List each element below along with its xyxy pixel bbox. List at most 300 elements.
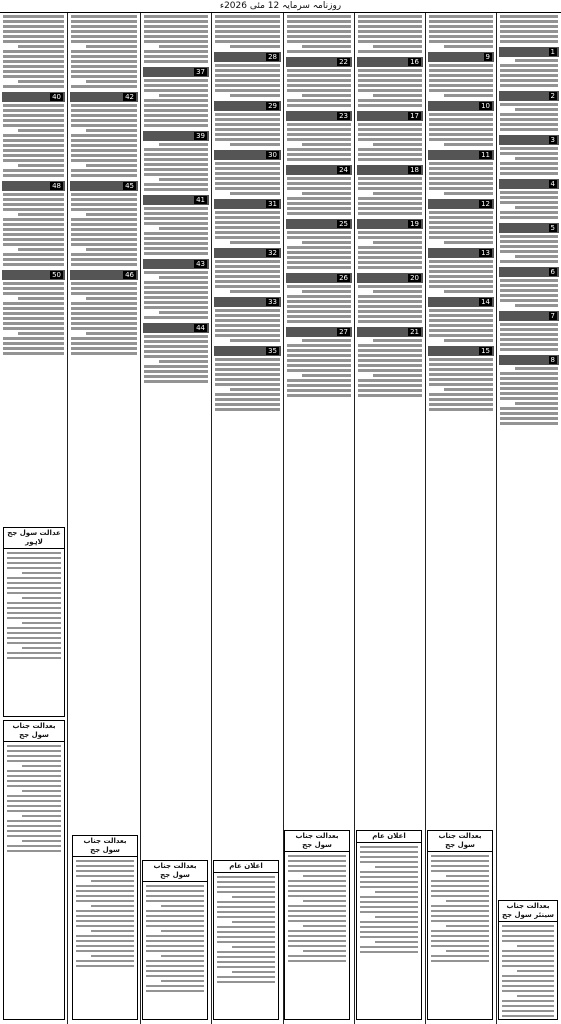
text-line [161,955,204,957]
text-line [360,931,418,933]
text-line [358,310,422,313]
text-line [500,235,558,238]
text-line [373,241,422,244]
text-line [500,191,558,194]
text-line [3,327,64,330]
text-line [287,89,351,92]
text-line [358,359,422,362]
text-line [144,340,208,343]
text-line [22,790,61,792]
text-line [71,337,137,340]
text-line [144,99,208,102]
text-line [500,123,558,126]
text-line [86,213,137,216]
notice-number-badge: 5 [550,224,555,232]
text-line [287,123,351,126]
text-line [287,261,351,264]
notice-heading [214,150,281,160]
court-notice-title: بعدالت جناب سول جج [73,836,137,857]
text-line [429,211,493,214]
text-line [500,40,558,43]
text-line [71,139,137,142]
text-line [431,855,489,857]
notice-number-badge: 14 [481,298,490,306]
text-line [144,79,208,82]
notice-number-badge: 17 [410,112,419,120]
notice-heading [214,297,281,307]
text-line [288,870,346,872]
text-line [373,192,422,195]
text-line [215,15,280,18]
text-line [288,865,346,867]
text-line [303,875,346,877]
text-line [215,378,280,381]
text-line [500,417,558,420]
text-line [3,317,64,320]
text-line [429,393,493,396]
text-line [288,935,346,937]
text-line [500,69,558,72]
text-line [215,393,280,396]
text-line [215,231,280,234]
text-line [358,197,422,200]
text-line [288,915,346,917]
text-line [500,392,558,395]
text-line [429,187,493,190]
text-line [71,317,137,320]
text-line [76,910,134,912]
text-line [7,835,61,837]
text-line [502,960,554,962]
court-notice-box [213,860,279,1020]
text-line [215,363,280,366]
text-line [287,153,351,156]
text-line [22,597,61,599]
text-line [287,202,351,205]
notice-heading [357,219,423,229]
text-line [3,218,64,221]
text-line [358,379,422,382]
text-line [217,976,275,978]
notice-number-badge: 29 [268,102,277,110]
text-line [500,328,558,331]
notice-number-badge: 37 [196,68,205,76]
text-line [217,906,275,908]
text-line [217,961,275,963]
notice-number-badge: 21 [410,328,419,336]
text-line [144,148,208,151]
text-line [230,94,280,97]
text-line [358,133,422,136]
notice-number-badge: 26 [339,274,348,282]
text-line [500,279,558,282]
text-line [71,109,137,112]
text-line [429,260,493,263]
text-line [86,297,137,300]
text-line [358,153,422,156]
text-line [71,228,137,231]
text-line [71,159,137,162]
text-line [288,860,346,862]
text-line [358,128,422,131]
notice-number-badge: 31 [268,200,277,208]
text-line [429,15,493,18]
text-line [287,79,351,82]
text-line [358,320,422,323]
text-line [287,20,351,23]
text-line [302,192,351,195]
text-line [360,901,418,903]
text-line [217,951,275,953]
text-line [159,360,208,363]
text-line [7,755,61,757]
text-line [358,177,422,180]
text-line [358,187,422,190]
text-line [7,617,61,619]
text-line [146,950,204,952]
text-line [431,880,489,882]
notice-heading [499,179,559,189]
text-line [71,347,137,350]
court-notice-title: اعلان عام [214,861,278,873]
text-line [3,307,64,310]
text-line [358,89,422,92]
text-line [71,169,137,172]
text-line [18,332,64,335]
text-line [358,20,422,23]
text-line [71,55,137,58]
notice-number-badge: 2 [550,92,555,100]
text-line [146,910,204,912]
text-line [22,572,61,574]
text-line [358,50,422,53]
text-line [146,900,204,902]
text-line [429,378,493,381]
text-line [7,805,61,807]
text-line [215,309,280,312]
text-line [3,75,64,78]
notice-heading [214,101,281,111]
text-line [287,35,351,38]
text-line [3,337,64,340]
text-line [215,133,280,136]
text-line [515,108,558,111]
text-line [76,965,134,967]
text-line [215,216,280,219]
text-line [431,930,489,932]
text-line [71,134,137,137]
text-line [358,158,422,161]
text-line [429,30,493,33]
notice-number-badge: 19 [410,220,419,228]
text-line [144,50,208,53]
text-line [232,946,275,948]
notice-number-badge: 12 [481,200,490,208]
text-line [161,930,204,932]
text-line [287,300,351,303]
text-line [71,203,137,206]
text-line [431,895,489,897]
court-notice-title: عدالت سول جج لاہور [4,528,64,549]
text-line [287,25,351,28]
text-line [446,900,489,902]
text-line [7,775,61,777]
notice-number-badge: 50 [52,271,61,279]
notice-heading [286,165,352,175]
text-line [71,50,137,53]
text-line [360,946,418,948]
text-line [146,965,204,967]
text-line [230,339,280,342]
text-line [7,607,61,609]
text-line [71,60,137,63]
text-line [358,251,422,254]
text-line [288,920,346,922]
text-line [288,955,346,957]
text-line [429,118,493,121]
text-line [375,891,418,893]
text-line [144,153,208,156]
text-line [429,408,493,411]
notice-heading [286,219,352,229]
text-line [144,232,208,235]
text-line [7,780,61,782]
text-line [302,94,351,97]
text-line [215,118,280,121]
text-line [215,64,280,67]
text-line [373,143,422,146]
text-line [217,956,275,958]
text-line [3,35,64,38]
notice-number-badge: 39 [196,132,205,140]
notice-heading [214,248,281,258]
text-line [3,223,64,226]
text-line [429,162,493,165]
text-line [429,403,493,406]
text-line [429,64,493,67]
text-line [7,637,61,639]
notice-number-badge: 8 [550,356,555,364]
text-line [71,65,137,68]
text-line [3,282,64,285]
text-line [500,25,558,28]
text-line [7,750,61,752]
text-line [358,231,422,234]
text-line [7,760,61,762]
text-line [358,138,422,141]
text-line [287,148,351,151]
notice-heading [357,111,423,121]
text-line [444,45,493,48]
text-line [144,168,208,171]
text-line [3,144,64,147]
text-line [76,940,134,942]
text-line [215,211,280,214]
text-line [515,255,558,258]
notice-heading [428,199,494,209]
notice-heading [357,327,423,337]
text-line [215,177,280,180]
text-line [429,231,493,234]
notice-number-badge: 15 [481,347,490,355]
text-line [3,312,64,315]
text-line [500,372,558,375]
text-line [144,380,208,383]
text-line [500,20,558,23]
text-line [230,241,280,244]
text-line [429,167,493,170]
text-line [358,354,422,357]
text-line [288,905,346,907]
text-line [146,895,204,897]
text-line [515,206,558,209]
text-line [500,240,558,243]
text-line [144,252,208,255]
notice-heading [70,181,138,191]
court-notice-title: بعدالت جناب سول جج [4,721,64,742]
text-line [502,990,554,992]
text-line [144,35,208,38]
text-line [144,84,208,87]
text-line [288,960,346,962]
text-line [429,314,493,317]
text-line [358,84,422,87]
text-line [287,177,351,180]
text-line [144,109,208,112]
text-line [71,312,137,315]
text-line [146,970,204,972]
notice-heading [428,248,494,258]
text-line [3,342,64,345]
notice-number-badge: 9 [485,53,490,61]
text-line [217,916,275,918]
text-line [144,25,208,28]
text-line [76,865,134,867]
notice-heading [286,273,352,283]
text-line [7,592,61,594]
text-line [144,247,208,250]
text-line [144,355,208,358]
text-line [144,124,208,127]
text-line [288,945,346,947]
text-line [500,407,558,410]
text-line [76,900,134,902]
text-line [3,119,64,122]
text-line [360,861,418,863]
text-line [217,936,275,938]
text-line [360,871,418,873]
text-line [144,40,208,43]
text-line [217,931,275,933]
text-line [500,84,558,87]
text-line [71,208,137,211]
text-line [3,134,64,137]
text-line [500,245,558,248]
text-line [500,397,558,400]
text-line [144,301,208,304]
text-line [502,935,554,937]
text-line [287,246,351,249]
notice-number-badge: 10 [481,102,490,110]
court-notice-box [72,835,138,1020]
text-line [288,910,346,912]
text-line [144,30,208,33]
text-line [144,291,208,294]
text-line [287,158,351,161]
text-line [500,79,558,82]
text-line [358,69,422,72]
text-line [287,30,351,33]
text-line [287,379,351,382]
text-line [146,885,204,887]
text-line [360,851,418,853]
text-line [358,349,422,352]
text-line [500,201,558,204]
notice-heading [214,199,281,209]
text-line [71,124,137,127]
notice-heading [143,323,209,333]
text-line [71,198,137,201]
text-line [7,587,61,589]
text-line [446,950,489,952]
text-line [502,955,554,957]
text-line [287,266,351,269]
text-line [373,374,422,377]
court-notice-box [3,527,65,717]
notice-heading [2,181,65,191]
notice-number-badge: 30 [268,151,277,159]
text-line [86,80,137,83]
column-c8 [496,13,561,1024]
text-line [444,192,493,195]
text-line [217,876,275,878]
notice-number-badge: 32 [268,249,277,257]
text-line [3,208,64,211]
text-line [215,25,280,28]
text-line [429,226,493,229]
notice-heading [357,165,423,175]
court-notice-title: بعدالت جناب سول جج [428,831,492,852]
text-line [71,342,137,345]
text-line [215,84,280,87]
text-line [288,930,346,932]
text-line [215,172,280,175]
text-line [358,236,422,239]
text-line [144,271,208,274]
text-line [71,263,137,266]
text-line [7,562,61,564]
text-line [358,246,422,249]
text-line [144,370,208,373]
text-line [215,403,280,406]
court-notice-title: اعلان عام [357,831,421,843]
text-line [217,981,275,983]
text-line [358,344,422,347]
text-line [144,345,208,348]
text-line [287,74,351,77]
text-line [502,1005,554,1007]
text-line [86,248,137,251]
text-line [215,398,280,401]
text-line [287,50,351,53]
text-line [71,287,137,290]
text-line [91,930,134,932]
text-line [502,1010,554,1012]
text-line [217,926,275,928]
text-line [161,905,204,907]
text-line [215,30,280,33]
text-line [500,348,558,351]
